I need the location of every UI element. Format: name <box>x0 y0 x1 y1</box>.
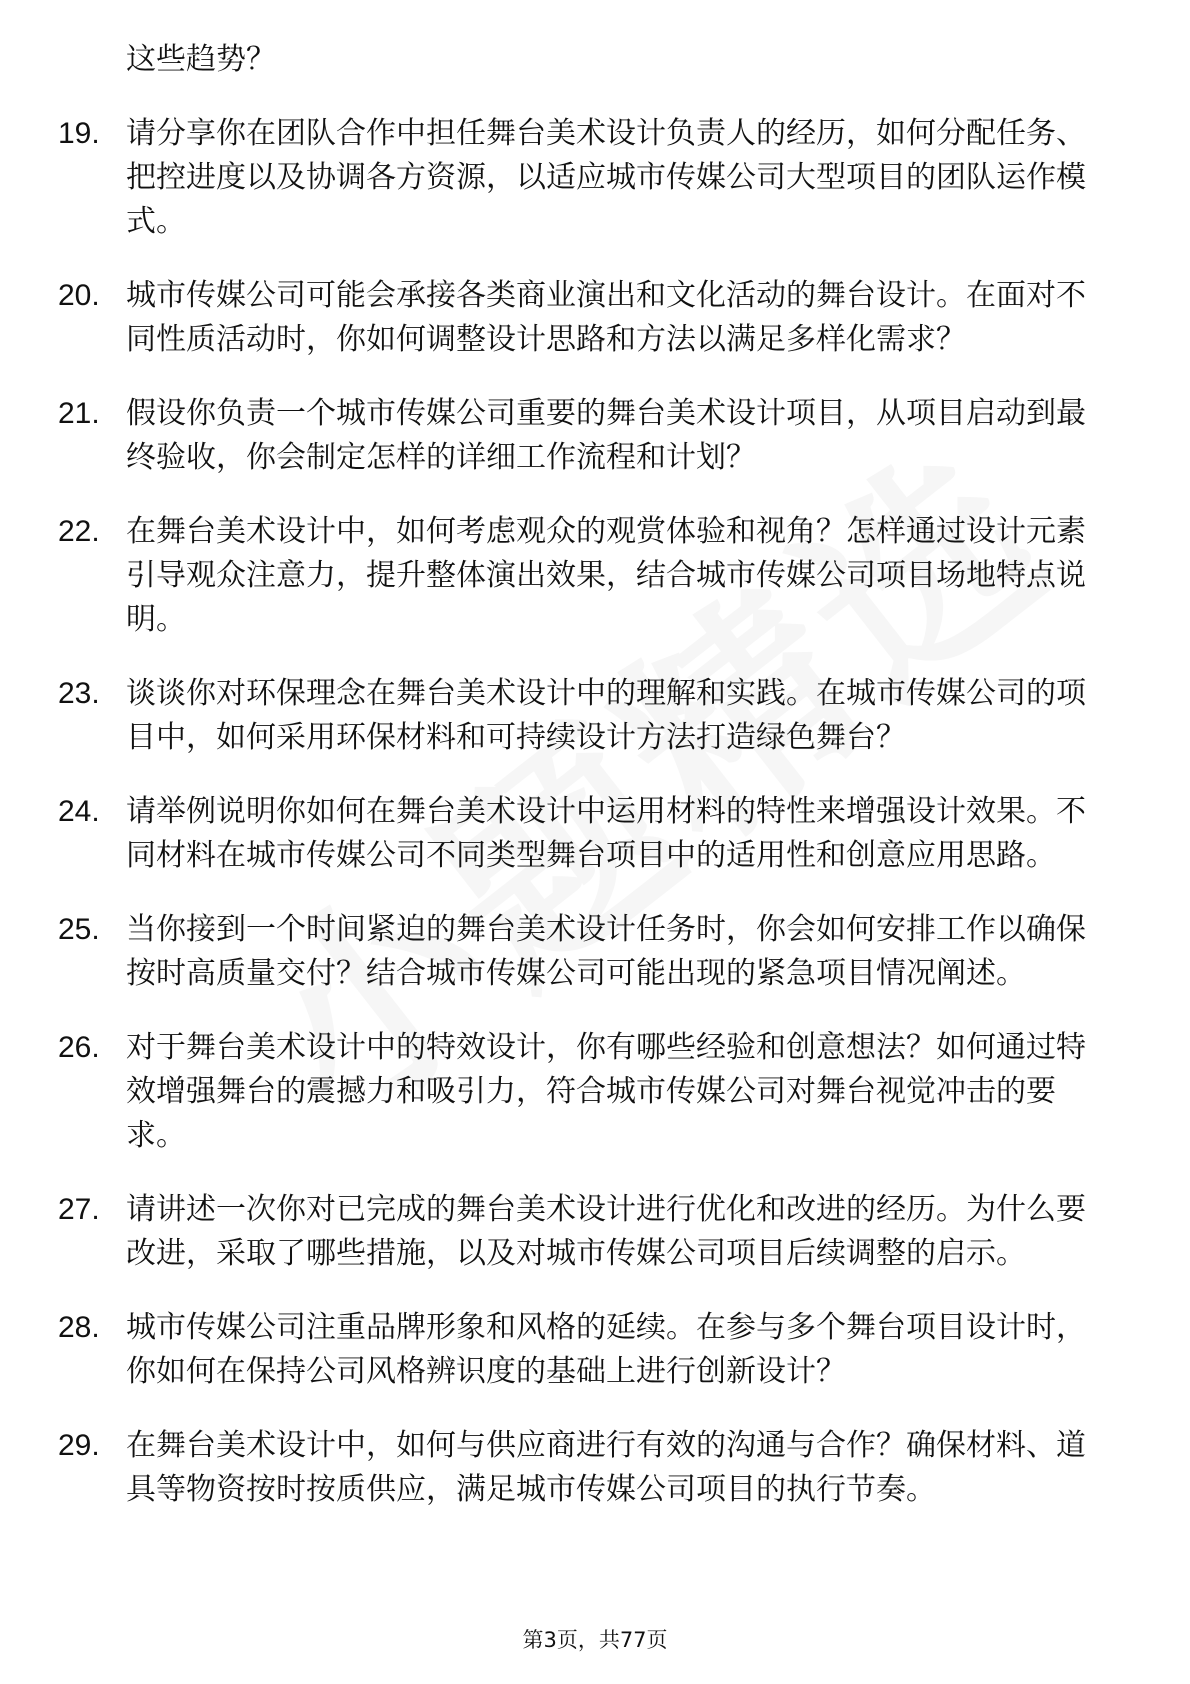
question-number: 23. <box>58 677 100 710</box>
question-item <box>58 672 1118 760</box>
question-item <box>58 1188 1118 1276</box>
question-item <box>58 908 1118 996</box>
continuation-text: 这些趋势？ <box>126 42 276 77</box>
question-text: 在舞台美术设计中，如何考虑观众的观赏体验和视角？怎样通过设计元素引导观众注意力，提升整体演出效果，结合城市传媒公司项目场地特点说明。 <box>126 514 1086 637</box>
question-number: 19. <box>58 117 100 150</box>
question-number: 28. <box>58 1311 100 1344</box>
question-item <box>58 112 1118 244</box>
question-number: 21. <box>58 397 100 430</box>
question-text: 当你接到一个时间紧迫的舞台美术设计任务时，你会如何安排工作以确保按时高质量交付？结合城市传媒公司可能出现的紧急项目情况阐述。 <box>126 912 1086 991</box>
question-text: 城市传媒公司注重品牌形象和风格的延续。在参与多个舞台项目设计时，你如何在保持公司风格辨识度的基础上进行创新设计？ <box>126 1310 1086 1389</box>
question-item <box>58 510 1118 642</box>
question-text: 假设你负责一个城市传媒公司重要的舞台美术设计项目，从项目启动到最终验收，你会制定怎样的详细工作流程和计划？ <box>126 396 1086 475</box>
question-item <box>58 1424 1118 1512</box>
question-item <box>58 1306 1118 1394</box>
question-text: 请讲述一次你对已完成的舞台美术设计进行优化和改进的经历。为什么要改进，采取了哪些措施，以及对城市传媒公司项目后续调整的启示。 <box>126 1192 1086 1271</box>
question-text: 城市传媒公司可能会承接各类商业演出和文化活动的舞台设计。在面对不同性质活动时，你如何调整设计思路和方法以满足多样化需求？ <box>126 278 1086 357</box>
question-item <box>58 274 1118 362</box>
question-item <box>58 1026 1118 1158</box>
question-number: 26. <box>58 1031 100 1064</box>
question-text: 谈谈你对环保理念在舞台美术设计中的理解和实践。在城市传媒公司的项目中，如何采用环保材料和可持续设计方法打造绿色舞台？ <box>126 676 1086 755</box>
question-text: 请分享你在团队合作中担任舞台美术设计负责人的经历，如何分配任务、把控进度以及协调各方资源，以适应城市传媒公司大型项目的团队运作模式。 <box>126 116 1086 239</box>
question-number: 24. <box>58 795 100 828</box>
page-footer: 第3页，共77页 <box>522 1628 668 1652</box>
question-text: 请举例说明你如何在舞台美术设计中运用材料的特性来增强设计效果。不同材料在城市传媒公司不同类型舞台项目中的适用性和创意应用思路。 <box>126 794 1086 873</box>
question-text: 在舞台美术设计中，如何与供应商进行有效的沟通与合作？确保材料、道具等物资按时按质供应，满足城市传媒公司项目的执行节奏。 <box>126 1428 1086 1507</box>
question-item <box>58 392 1118 480</box>
question-number: 20. <box>58 279 100 312</box>
question-number: 29. <box>58 1429 100 1462</box>
question-number: 25. <box>58 913 100 946</box>
question-item <box>58 790 1118 878</box>
question-number: 22. <box>58 515 100 548</box>
question-text: 对于舞台美术设计中的特效设计，你有哪些经验和创意想法？如何通过特效增强舞台的震撼力和吸引力，符合城市传媒公司对舞台视觉冲击的要求。 <box>126 1030 1086 1153</box>
question-number: 27. <box>58 1193 100 1226</box>
question-list <box>58 38 1118 1542</box>
